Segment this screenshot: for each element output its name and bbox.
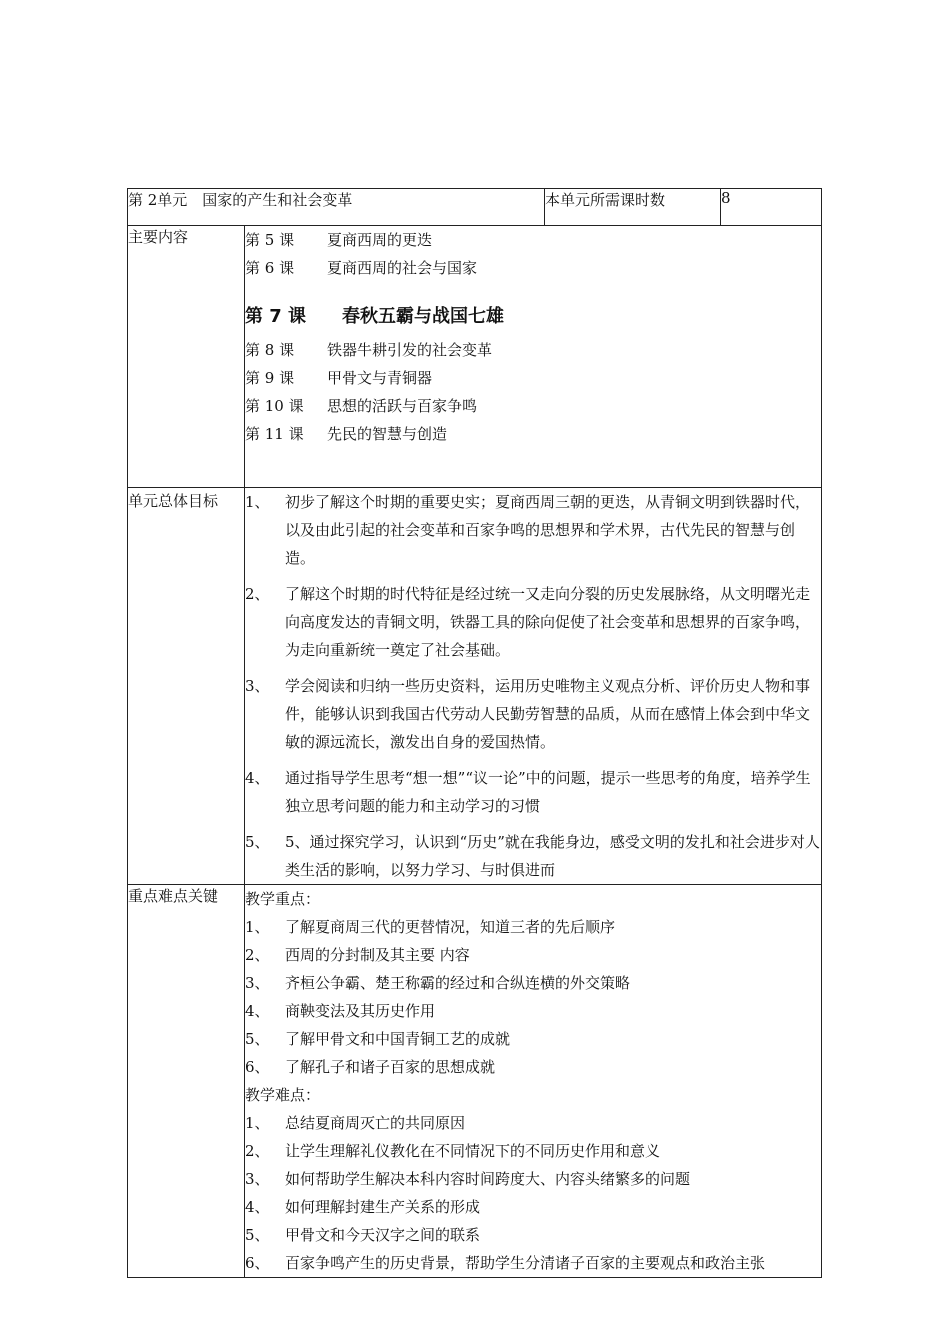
lesson-item: 第 9 课 甲骨文与青铜器 xyxy=(245,369,433,387)
goals-row xyxy=(128,488,822,885)
goal-item: 4、 通过指导学生思考“想一想”“议一论”中的问题，提示一些思考的角度，培养学生独立思考问题的能力和主动学习的习惯 xyxy=(245,769,811,815)
main-content-label: 主要内容 xyxy=(128,226,245,488)
keys-row xyxy=(128,885,822,1278)
difficulty-item: 1、 总结夏商周灭亡的共同原因 xyxy=(245,1114,466,1132)
focus-item: 1、 了解夏商周三代的更替情况，知道三者的先后顺序 xyxy=(245,918,616,936)
lesson-item: 第 6 课 夏商西周的社会与国家 xyxy=(245,259,478,277)
lesson-item-highlight: 第 7 课 春秋五霸与战国七雄 xyxy=(245,306,504,327)
unit-title: 第 2单元 国家的产生和社会变革 xyxy=(128,189,545,226)
goal-item: 3、 学会阅读和归纳一些历史资料，运用历史唯物主义观点分析、评价历史人物和事件，能够认识到我国古代劳动人民勤劳智慧的品质，从而在感情上体会到中华文敏的源远流长，激发出自身的爱国热情。 xyxy=(245,677,811,751)
goals-list xyxy=(245,488,822,885)
difficulty-item: 5、 甲骨文和今天汉字之间的联系 xyxy=(245,1226,481,1244)
lesson-item: 第 5 课 夏商西周的更迭 xyxy=(245,231,433,249)
header-row xyxy=(128,189,822,226)
keys-content xyxy=(245,885,822,1278)
goal-item: 2、 了解这个时期的时代特征是经过统一又走向分裂的历史发展脉络，从文明曙光走向高度发达的青铜文明，铁器工具的除向促使了社会变革和思想界的百家争鸣，为走向重新统一奠定了社会基础。 xyxy=(245,585,811,659)
difficulty-item: 4、 如何理解封建生产关系的形成 xyxy=(245,1198,481,1216)
main-content-row xyxy=(128,226,822,488)
lesson-item: 第 8 课 铁器牛耕引发的社会变革 xyxy=(245,341,493,359)
difficulty-item: 2、 让学生理解礼仪教化在不同情况下的不同历史作用和意义 xyxy=(245,1142,661,1160)
hours-label: 本单元所需课时数 xyxy=(545,189,721,226)
difficulty-item: 3、 如何帮助学生解决本科内容时间跨度大、内容头绪繁多的问题 xyxy=(245,1170,691,1188)
goals-label: 单元总体目标 xyxy=(128,488,245,885)
focus-item: 5、 了解甲骨文和中国青铜工艺的成就 xyxy=(245,1030,511,1048)
focus-item: 6、 了解孔子和诸子百家的思想成就 xyxy=(245,1058,496,1076)
focus-item: 4、 商鞅变法及其历史作用 xyxy=(245,1002,436,1020)
difficulty-title: 教学难点： xyxy=(245,1086,321,1104)
focus-item: 2、 西周的分封制及其主要 内容 xyxy=(245,946,470,964)
keys-label: 重点难点关键 xyxy=(128,885,245,1278)
focus-item: 3、 齐桓公争霸、楚王称霸的经过和合纵连横的外交策略 xyxy=(245,974,631,992)
lesson-list xyxy=(245,226,822,488)
lesson-item: 第 10 课 思想的活跃与百家争鸣 xyxy=(245,397,478,415)
difficulty-item: 6、 百家争鸣产生的历史背景，帮助学生分清诸子百家的主要观点和政治主张 xyxy=(245,1254,766,1272)
focus-title: 教学重点： xyxy=(245,890,321,908)
unit-plan-table xyxy=(127,188,822,1278)
lesson-item: 第 11 课 先民的智慧与创造 xyxy=(245,425,448,443)
hours-value: 8 xyxy=(721,189,822,226)
goal-item: 5、 5、通过探究学习，认识到“历史”就在我能身边，感受文明的发扎和社会进步对人类生活的影响，以努力学习、与时俱进而 xyxy=(245,833,820,879)
goal-item: 1、 初步了解这个时期的重要史实；夏商西周三朝的更迭，从青铜文明到铁器时代，以及由此引起的社会变革和百家争鸣的思想界和学术界，古代先民的智慧与创造。 xyxy=(245,493,811,567)
